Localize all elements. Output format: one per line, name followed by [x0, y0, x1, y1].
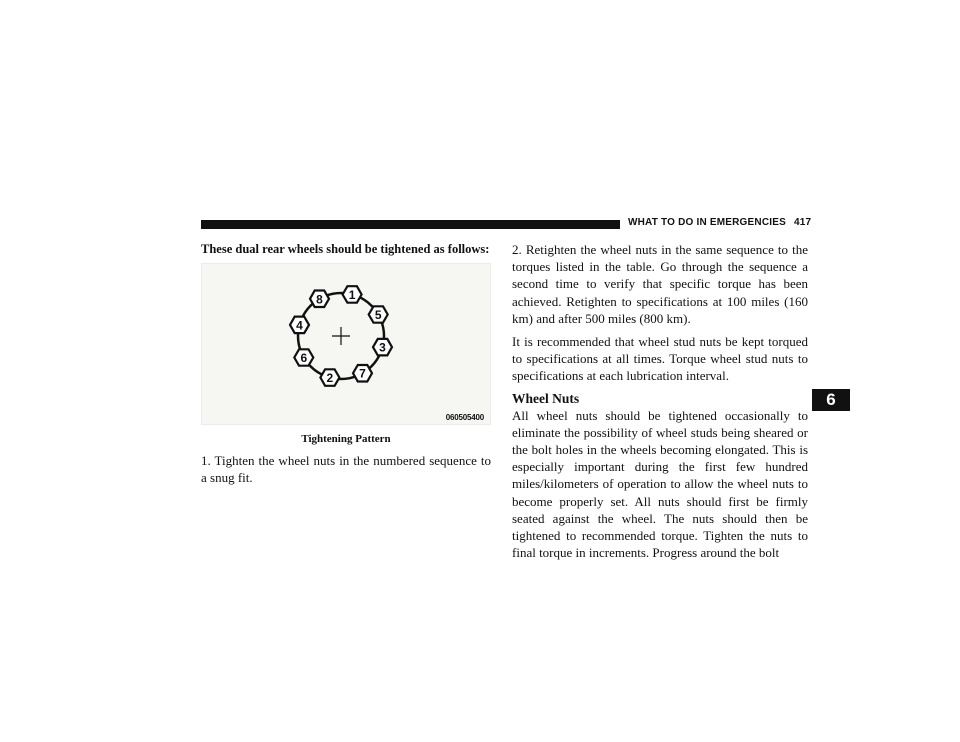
tightening-pattern-figure [201, 263, 491, 425]
intro-text: These dual rear wheels should be tightened as follows: [201, 242, 490, 256]
running-header [628, 217, 812, 228]
left-column [201, 241, 491, 486]
nut-label-8: 8 [316, 292, 323, 307]
nut-label-5: 5 [374, 308, 382, 322]
figure-code: 060505400 [445, 413, 484, 422]
nut-label-6: 6 [300, 351, 308, 365]
right-column [512, 241, 808, 567]
nut-label-1: 1 [348, 288, 356, 302]
wheel-nuts-paragraph: All wheel nuts should be tightened occasionally to eliminate the possibility of wheel studs being sheared or the bolt holes in the wheels becoming elongated. This is especially important during the first few hundred miles/kilometers of operation to allow the wheel nuts to become properly set. All nuts should first be firmly seated against the wheel. The nuts should then be tightened to recommended torque. Tighten the nuts to final torque in increments. Progress around the bolt [512, 407, 808, 561]
figure-caption: Tightening Pattern [301, 433, 391, 445]
torque-paragraph: It is recommended that wheel stud nuts be kept torqued to specifications at all times. Torque wheel stud nuts to specifications at each lubrication interval. [512, 334, 808, 384]
nut-label-4: 4 [296, 318, 303, 333]
nut-label-7: 7 [359, 366, 366, 381]
nut-label-3: 3 [379, 340, 386, 355]
nut-label-2: 2 [326, 371, 334, 385]
section-title: WHAT TO DO IN EMERGENCIES [628, 217, 786, 228]
wheel-pattern-diagram [202, 264, 490, 424]
step-1-text: 1. Tighten the wheel nuts in the numbered sequence to a snug fit. [201, 453, 491, 486]
page-number: 417 [793, 217, 812, 228]
section-tab: 6 [812, 389, 850, 411]
header-rule [201, 220, 620, 229]
wheel-nuts-heading: Wheel Nuts [512, 390, 580, 406]
step-2-text: 2. Retighten the wheel nuts in the same sequence to the torques listed in the table. Go through the sequence a second time to verify that specific torque has been achieved. Retighten to specifications at 100 miles (160 km) and after 500 miles (800 km). [512, 242, 808, 326]
